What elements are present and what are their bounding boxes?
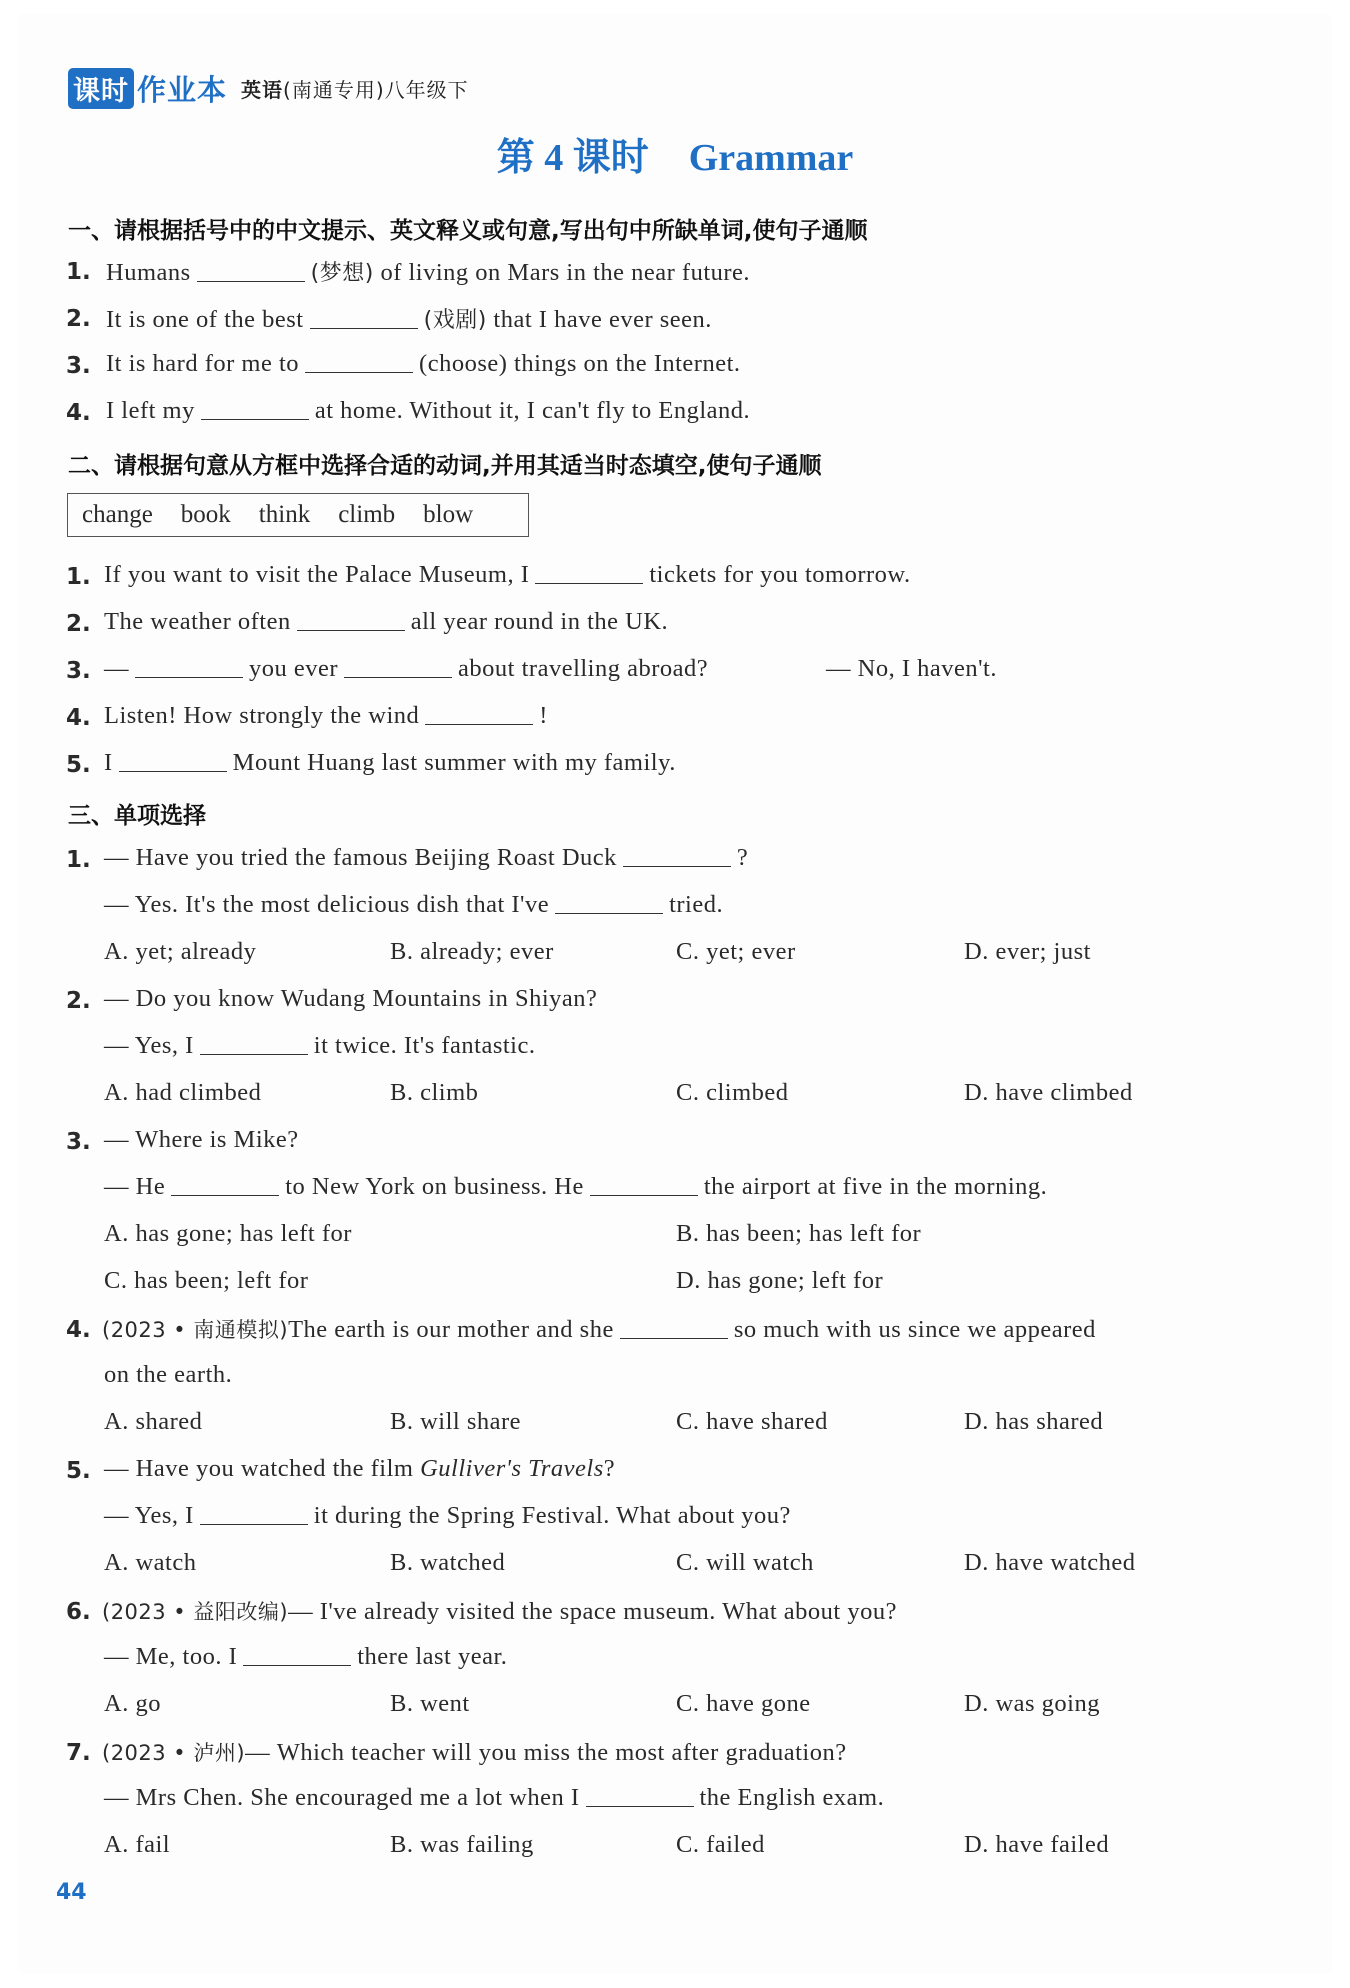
answer-blank[interactable] (586, 1786, 694, 1807)
question-source: (2023 • 南通模拟) (102, 1318, 289, 1342)
brand-logo-text: 作业本 (137, 73, 228, 107)
section3-heading: 三、单项选择 (68, 803, 206, 829)
answer-blank[interactable] (119, 751, 227, 772)
option-a[interactable]: A. yet; already (104, 938, 257, 965)
option-d[interactable]: D. ever; just (964, 938, 1091, 965)
worksheet-page: 课时 作业本 英语(南通专用)八年级下 第 4 课时 Grammar 一、请根据括号中的中文提示、英文释义或句意,写出句中所缺单词,使句子通顺 1. Humans (梦想) of living on Mars in the near future. 2. It is one of the best (戏剧) that I have ever seen. 3. It is hard for me to (choose) things on the Internet. 4. I left my at home. Without it, I can't fly to England. 二、请根据句意从方框中选择合适的动词,并用其适当时态填空,使句子通顺 change book think climb blow 1. If you want to visit the Palace Museum, I tickets for you tomorrow. 2. The weather often all year round in the UK. 3. — you ever about travelling abroad? — No, I haven't. 4. Listen! How strongly the wind ! 5. I Mount Huang last summer with my family. 三、单项选择 1. — Have you tried the famous Beijing Roast Duck ? — Yes. It's the most delicious dish that I've tried. A. yet; already B. already; ever C. yet; ever D. ever; just 2. — Do you know Wudang Mountains in Shiyan? — Yes, I it twice. It's fantastic. A. had climbed B. climb C. climbed D. have climbed 3. — Where is Mike? — He to New York on business. He the airport at five in the morning. A. has gone; has left for B. has been; has left for C. has been; left for D. has gone; left for 4. (2023 • 南通模拟)The earth is our mother and she so much with us since we appeared on the earth. A. shared B. will share C. have shared D. has shared 5. — Have you watched the film Gulliver's Travels? — Yes, I it during the Spring Festival. What about you? A. watch B. watched C. will watch D. have watched 6. (2023 • 益阳改编)— I've already visited the space museum. What about you? — Me, too. I there last year. A. go B. went C. have gone D. was going 7. (2023 • 泸州)— Which teacher will you miss the most after graduation? — Mrs Chen. She encouraged me a lot when I the English exam. A. fail B. was failing C. failed D. have failed 44 (0, 0, 1350, 1988)
answer-blank[interactable] (310, 308, 418, 329)
answer-blank[interactable] (135, 657, 243, 678)
option-a[interactable]: A. go (104, 1690, 161, 1717)
option-d[interactable]: D. have watched (964, 1549, 1136, 1576)
answer-blank[interactable] (297, 610, 405, 631)
option-d[interactable]: D. have failed (964, 1831, 1110, 1858)
lesson-title (0, 126, 1350, 181)
answer-blank[interactable] (344, 657, 452, 678)
answer-blank[interactable] (620, 1318, 728, 1339)
book-brand (68, 68, 469, 109)
option-a[interactable]: A. shared (104, 1408, 203, 1435)
subject-label: 英语(南通专用)八年级下 (241, 78, 469, 102)
option-c[interactable]: C. climbed (676, 1079, 789, 1106)
option-c[interactable]: C. yet; ever (676, 938, 796, 965)
answer-blank[interactable] (555, 893, 663, 914)
answer-blank[interactable] (623, 846, 731, 867)
word-bank-item: book (180, 501, 231, 528)
film-title: Gulliver's Travels (420, 1455, 604, 1482)
option-c[interactable]: C. have shared (676, 1408, 828, 1435)
answer-blank[interactable] (200, 1034, 308, 1055)
option-a[interactable]: A. had climbed (104, 1079, 262, 1106)
answer-blank[interactable] (590, 1175, 698, 1196)
option-a[interactable]: A. has gone; has left for (104, 1220, 352, 1247)
answer-blank[interactable] (425, 704, 533, 725)
option-b[interactable]: B. climb (390, 1079, 479, 1106)
brand-logo-box: 课时 (68, 68, 134, 109)
option-a[interactable]: A. fail (104, 1831, 171, 1858)
word-bank-item: climb (338, 501, 396, 528)
option-c[interactable]: C. will watch (676, 1549, 814, 1576)
option-b[interactable]: B. went (390, 1690, 470, 1717)
answer-blank[interactable] (535, 563, 643, 584)
answer-blank[interactable] (243, 1645, 351, 1666)
option-a[interactable]: A. watch (104, 1549, 197, 1576)
section1-heading: 一、请根据括号中的中文提示、英文释义或句意,写出句中所缺单词,使句子通顺 (68, 218, 868, 244)
lesson-title-en: Grammar (688, 137, 854, 179)
word-bank-item: change (82, 501, 153, 528)
option-b[interactable]: B. has been; has left for (676, 1220, 922, 1247)
answer-blank[interactable] (201, 399, 309, 420)
option-d[interactable]: D. has shared (964, 1408, 1104, 1435)
question-source: (2023 • 泸州) (102, 1741, 246, 1765)
answer-blank[interactable] (200, 1504, 308, 1525)
answer-blank[interactable] (171, 1175, 279, 1196)
option-d[interactable]: D. has gone; left for (676, 1267, 884, 1294)
answer-blank[interactable] (305, 352, 413, 373)
option-c[interactable]: C. has been; left for (104, 1267, 309, 1294)
option-d[interactable]: D. have climbed (964, 1079, 1133, 1106)
word-bank-item: blow (423, 501, 474, 528)
question-source: (2023 • 益阳改编) (102, 1600, 289, 1624)
section2-heading: 二、请根据句意从方框中选择合适的动词,并用其适当时态填空,使句子通顺 (68, 453, 822, 479)
option-c[interactable]: C. have gone (676, 1690, 811, 1717)
answer-blank[interactable] (197, 261, 305, 282)
page-number: 44 (56, 1880, 87, 1905)
option-b[interactable]: B. watched (390, 1549, 506, 1576)
option-b[interactable]: B. will share (390, 1408, 522, 1435)
word-bank-item: think (258, 501, 311, 528)
option-b[interactable]: B. was failing (390, 1831, 534, 1858)
word-bank (67, 493, 529, 537)
option-c[interactable]: C. failed (676, 1831, 765, 1858)
option-d[interactable]: D. was going (964, 1690, 1100, 1717)
lesson-title-cn: 第 4 课时 (496, 137, 649, 179)
option-b[interactable]: B. already; ever (390, 938, 554, 965)
